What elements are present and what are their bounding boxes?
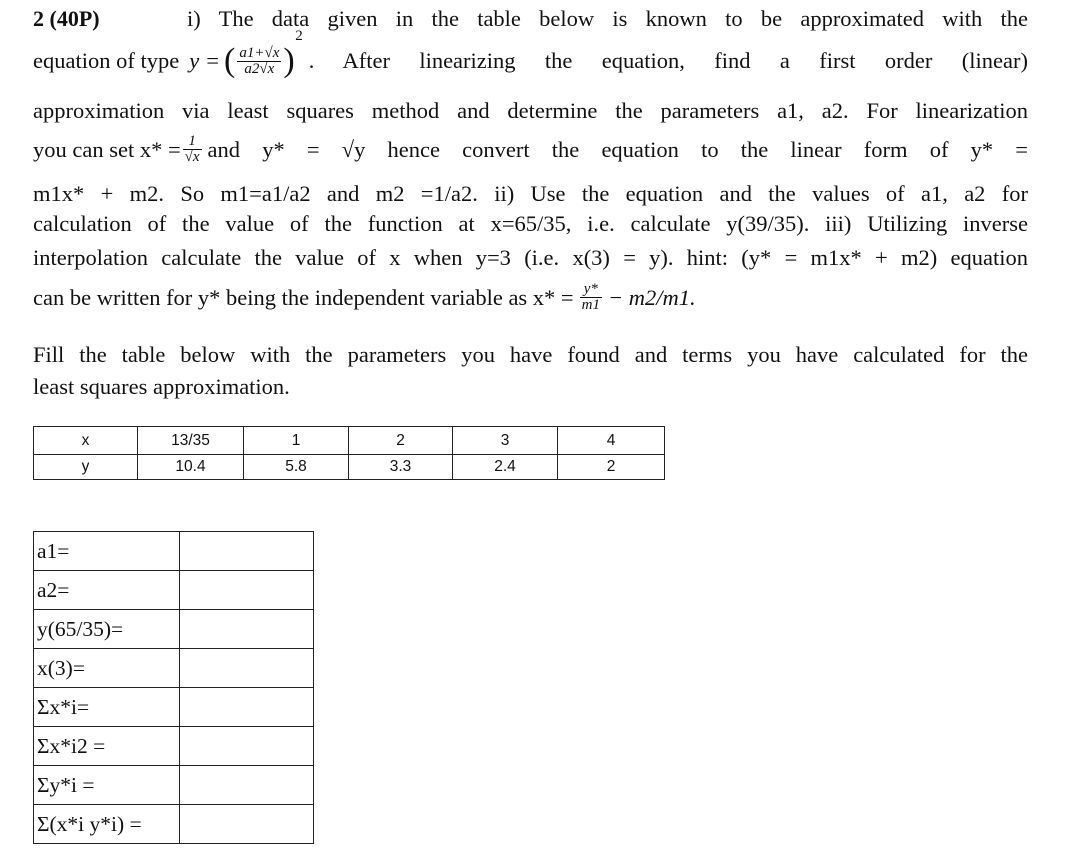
problem-line-7: interpolation calculate the value of x when y=3 (i.e. x(3) = y). hint: (y* = m1x* + m2) equation (33, 245, 1028, 270)
fraction-numerator: a1+√x (239, 44, 280, 61)
answer-label: a2= (34, 571, 180, 610)
line8-b: − m2/m1. (607, 284, 696, 310)
fill-instruction-2: least squares approximation. (33, 374, 290, 399)
problem-line-8 (33, 282, 696, 313)
y-cell: 10.4 (138, 455, 244, 480)
y-cell: 5.8 (244, 455, 349, 480)
problem-line-6: calculation of the value of the function at x=65/35, i.e. calculate y(39/35). iii) Utilizing inverse (33, 211, 1028, 236)
y-equals: y = (189, 48, 221, 73)
problem-line-5: m1x* + m2. So m1=a1/a2 and m2 =1/a2. ii) Use the equation and the values of a1, a2 for (33, 181, 1028, 206)
answer-row (34, 688, 314, 727)
answer-cell[interactable] (180, 649, 314, 688)
answer-row (34, 571, 314, 610)
line4-b: and y* = √y hence convert the equation to the linear form of y* = (207, 136, 1028, 162)
line4-frac-num: 1 (188, 133, 196, 149)
answer-cell[interactable] (180, 610, 314, 649)
data-row-x (34, 427, 665, 455)
problem-line-1: i) The data given in the table below is known to be approximated with the (187, 6, 1028, 31)
problem-line-3: approximation via least squares method and determine the parameters a1, a2. For linearization (33, 98, 1028, 123)
data-row-y (34, 455, 665, 480)
line4-a: you can set x* = (33, 136, 181, 162)
answer-label: a1= (34, 532, 180, 571)
answer-label: Σx*i2 = (34, 727, 180, 766)
answer-cell[interactable] (180, 688, 314, 727)
answer-label: Σ(x*i y*i) = (34, 805, 180, 844)
answer-row (34, 766, 314, 805)
x-header: x (34, 427, 138, 455)
y-cell: 2 (558, 455, 665, 480)
answer-row (34, 610, 314, 649)
answer-label: x(3)= (34, 649, 180, 688)
answer-cell[interactable] (180, 532, 314, 571)
problem-line-4 (33, 134, 1028, 165)
answer-cell[interactable] (180, 805, 314, 844)
answer-row (34, 727, 314, 766)
line8-frac-num: y* (583, 281, 598, 297)
answer-row (34, 649, 314, 688)
answer-label: y(65/35)= (34, 610, 180, 649)
y-cell: 2.4 (453, 455, 558, 480)
fill-instruction-1: Fill the table below with the parameters you have found and terms you have calculated for the (33, 342, 1028, 367)
answer-cell[interactable] (180, 766, 314, 805)
x-cell: 2 (349, 427, 453, 455)
problem-line-2 (33, 28, 1028, 80)
equation-fraction: ( $\frac{a1+√x}{a2√x}$ ) 2 (224, 28, 303, 79)
y-cell: 3.3 (349, 455, 453, 480)
x-cell: 3 (453, 427, 558, 455)
line2-prefix: equation of type (33, 48, 180, 73)
line4-frac-den: √x (184, 149, 200, 165)
line2-suffix: . After linearizing the equation, find a first order (linear) (308, 48, 1028, 73)
y-header: y (34, 455, 138, 480)
problem-marks: 2 (40P) (33, 6, 100, 31)
answer-row (34, 532, 314, 571)
answer-label: Σx*i= (34, 688, 180, 727)
line8-a: can be written for y* being the independent variable as x* = (33, 284, 574, 310)
data-table (33, 426, 665, 480)
exponent: 2 (295, 28, 303, 44)
fraction-denominator: a2√x (237, 61, 281, 77)
x-cell: 13/35 (138, 427, 244, 455)
line8-frac-den: m1 (581, 297, 600, 313)
answer-label: Σy*i = (34, 766, 180, 805)
x-cell: 4 (558, 427, 665, 455)
answer-row (34, 805, 314, 844)
answer-cell[interactable] (180, 727, 314, 766)
x-cell: 1 (244, 427, 349, 455)
answer-cell[interactable] (180, 571, 314, 610)
answer-table (33, 531, 314, 844)
